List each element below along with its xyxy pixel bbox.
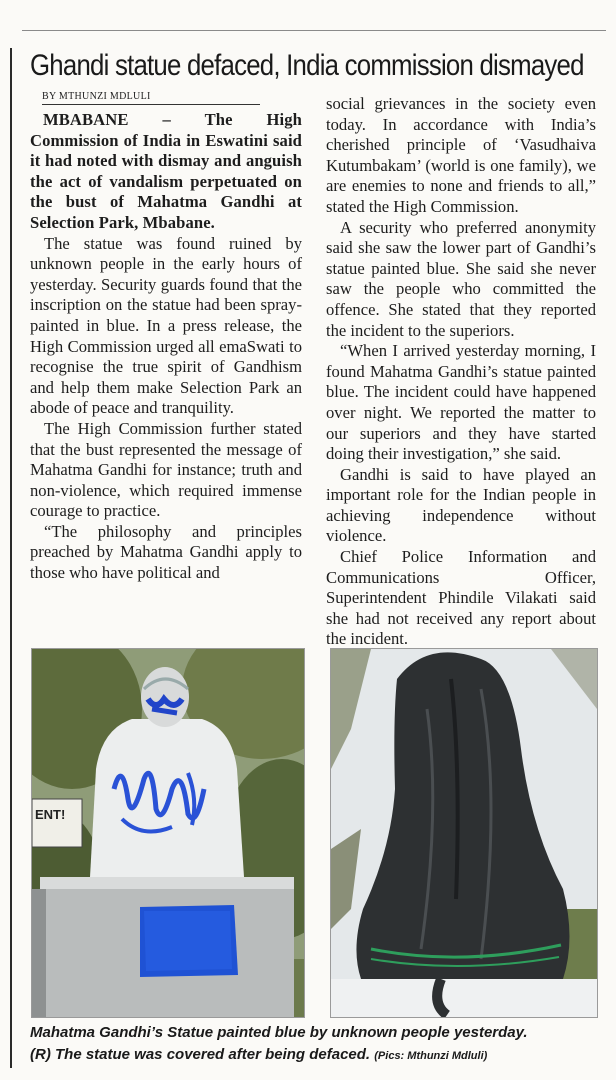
photo-credit: (Pics: Mthunzi Mdluli) [374,1050,488,1062]
body-paragraph: Chief Police Information and Communications Officer, Superintendent Phindile Vilakati said she had not received any report about the incident. [326,547,596,649]
body-column-2 [326,94,596,650]
photo-caption [30,1022,608,1067]
caption-line-1: Mahatma Gandhi’s Statue painted blue by unknown people yesterday. [30,1024,528,1041]
body-paragraph: The statue was found ruined by unknown people in the early hours of yesterday. Security guards found that the inscription on the statue had been spray-painted in blue. In a press release, the High Commission urged all emaSwati to recognise the true spirit of Gandhism and help them make Selection Park an abode of peace and tranquility. [30,233,302,418]
body-column-1 [30,110,302,584]
covered-statue-illustration [331,649,597,1017]
body-paragraph: “The philosophy and principles preached by Mahatma Gandhi apply to those who have political and [30,521,302,583]
byline: BY MTHUNZI MDLULI [42,91,260,105]
photo-covered-statue [330,648,598,1018]
body-paragraph: Gandhi is said to have played an important role for the Indian people in achieving independence without violence. [326,464,596,546]
headline: Ghandi statue defaced, India commission dismayed [30,49,584,82]
body-paragraph: “When I arrived yesterday morning, I found Mahatma Gandhi’s statue painted blue. The incident could have happened over night. We reported the matter to our superiors and they have started doing their investigation,” she said. [326,341,596,464]
body-paragraph: social grievances in the society even today. In accordance with India’s cherished principle of ‘Vasudhaiva Kutumbakam’ (world is one family), we are enemies to none and friends to all,” stated the High Commission. [326,94,596,216]
body-paragraph: A security who preferred anonymity said she saw the lower part of Gandhi’s statue painted blue. She said she never saw the people who committed the offence. She stated that they reported the incident to the superiors. [326,217,596,340]
defaced-statue-illustration [32,649,304,1017]
photo-defaced-statue [31,648,305,1018]
caption-line-2 [30,1044,608,1067]
top-rule [22,30,606,31]
body-paragraph: The High Commission further stated that the bust represented the message of Mahatma Gandhi for instance; truth and non-violence, which required immense courage to practice. [30,418,302,521]
caption-text: (R) The statue was covered after being defaced. [30,1046,371,1063]
sign-text: ENT! [35,807,66,822]
column-rule [10,48,12,1068]
lead-paragraph: MBABANE – The High Commission of India in Eswatini said it had noted with dismay and anguish the act of vandalism perpetuated on the bust of Mahatma Gandhi at Selection Park, Mbabane. [30,110,302,232]
